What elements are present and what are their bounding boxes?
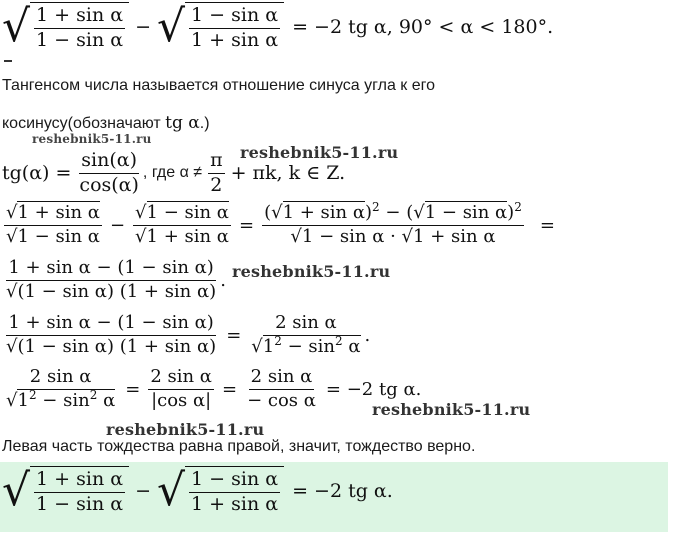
period: . <box>220 269 226 291</box>
denominator: √1 − sin α <box>6 225 100 247</box>
denominator: 1 + sin α <box>191 492 279 515</box>
tg-notation: tg α <box>165 113 200 133</box>
definition-line2 <box>2 113 210 133</box>
fraction <box>4 203 102 247</box>
denominator: √(1 − sin α) (1 + sin α) <box>6 280 217 302</box>
fraction-left <box>34 5 125 52</box>
denominator: 1 − sin α <box>36 492 124 515</box>
denominator: $√1^2 - \sin^2 \alpha$ <box>251 333 361 357</box>
numerator: √1 − sin α <box>133 203 231 226</box>
solution-step-4 <box>2 367 421 411</box>
numerator: 1 − sin α <box>189 469 280 493</box>
big-fraction <box>262 200 524 247</box>
sqrt-left: √ $\frac{\text{1 + sin α}}{\text{1 − sin α}}$ <box>2 2 129 52</box>
formula-lhs: tg(α) = <box>2 162 72 185</box>
watermark: reshebnik5-11.ru <box>106 420 265 439</box>
answer-rhs: = −2 tg α. <box>292 479 393 502</box>
minus-sign: − <box>135 15 151 38</box>
fraction <box>189 469 280 516</box>
denominator: $√1^2 - \sin^2 \alpha$ <box>6 387 116 411</box>
definition-end: .) <box>199 115 210 132</box>
pi-half-fraction <box>208 150 225 197</box>
numerator: sin(α) <box>79 150 139 174</box>
minus-sign: − <box>109 214 126 236</box>
watermark: reshebnik5-11.ru <box>32 132 152 146</box>
numerator: 1 + sin α − (1 − sin α) <box>6 258 215 281</box>
answer-formula <box>2 466 393 516</box>
denominator: cos(α) <box>79 173 139 196</box>
numerator: π <box>208 150 225 174</box>
formula-where: , где α ≠ <box>142 164 203 182</box>
fraction <box>249 313 362 357</box>
sqrt-right: √ $\frac{\text{1 − sin α}}{\text{1 + sin α}}$ <box>157 466 284 516</box>
equals-sign: = <box>539 214 555 236</box>
equals-sign: = <box>221 378 238 400</box>
numerator: 1 + sin α <box>34 469 125 493</box>
period: . <box>364 324 371 346</box>
divider-mark <box>4 60 12 62</box>
sin-cos-fraction <box>77 150 141 197</box>
sqrt-right: √ $\frac{\text{1 − sin α}}{\text{1 + sin α}}$ <box>157 2 284 52</box>
definition-text: косинусу(обозначают <box>2 115 166 132</box>
minus-sign: − <box>135 479 151 502</box>
formula-tail: + πk, k ∈ Z. <box>230 162 346 185</box>
numerator: 1 + sin α − (1 − sin α) <box>6 313 215 336</box>
numerator: √1 + sin α <box>4 203 102 226</box>
watermark: reshebnik5-11.ru <box>240 143 399 162</box>
denominator: − cos α <box>247 389 316 411</box>
step4-result: = −2 tg α. <box>325 378 422 400</box>
fraction <box>34 469 125 516</box>
fraction <box>4 258 218 302</box>
conclusion-text: Левая часть тождества равна правой, значит, тождество верно. <box>2 438 476 455</box>
solution-step-1 <box>2 200 561 247</box>
numerator: 1 − sin α <box>189 5 280 29</box>
watermark: reshebnik5-11.ru <box>232 262 391 281</box>
numerator: 2 sin α <box>28 367 94 390</box>
denominator: 2 <box>210 173 223 196</box>
problem-statement <box>2 2 553 52</box>
denominator: √(1 − sin α) (1 + sin α) <box>6 335 217 357</box>
equals-sign: = <box>238 214 255 236</box>
numerator: 2 sin α <box>148 367 214 390</box>
denominator: 1 + sin α <box>191 28 279 51</box>
numerator: 1 + sin α <box>34 5 125 29</box>
watermark: reshebnik5-11.ru <box>372 400 531 419</box>
denominator: √1 + sin α <box>135 225 229 247</box>
tangent-formula <box>2 150 345 197</box>
denominator: |cos α| <box>151 389 212 411</box>
denominator: √1 − sin α · √1 + sin α <box>290 225 496 247</box>
solution-step-3 <box>2 313 370 357</box>
problem-rhs: = −2 tg α, 90° < α < 180°. <box>292 15 554 38</box>
numerator: $(√1 + \sin \alpha)^2 - (√1 - \sin \alpha)^2$ <box>262 203 524 226</box>
fraction-right <box>189 5 280 52</box>
fraction <box>4 313 218 357</box>
solution-step-2 <box>2 258 226 302</box>
fraction <box>245 367 318 411</box>
fraction <box>148 367 214 411</box>
fraction <box>4 367 117 411</box>
numerator: 2 sin α <box>273 313 339 336</box>
equals-sign: = <box>226 324 242 346</box>
equals-sign: = <box>125 378 141 400</box>
sqrt-left: √ $\frac{\text{1 + sin α}}{\text{1 − sin α}}$ <box>2 466 129 516</box>
denominator: 1 − sin α <box>36 28 124 51</box>
definition-line1: Тангенсом числа называется отношение синуса угла к его <box>2 77 436 94</box>
numerator: 2 sin α <box>249 367 315 390</box>
fraction <box>133 203 231 247</box>
